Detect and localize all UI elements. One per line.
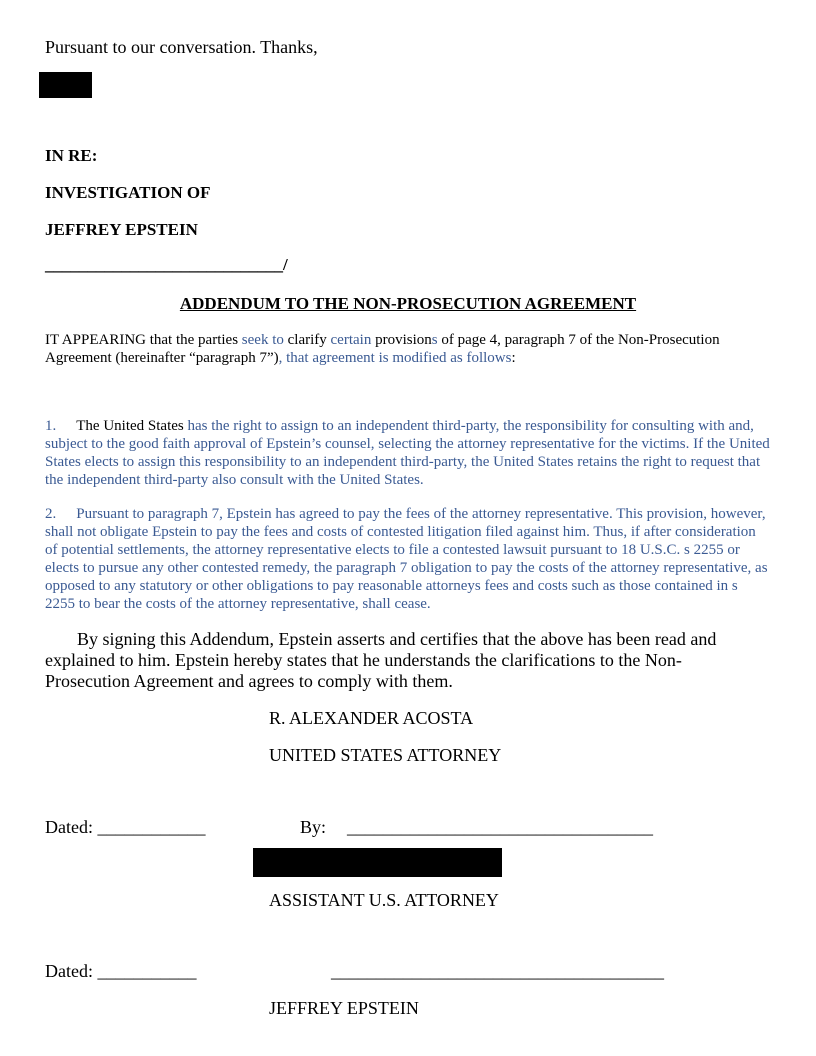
by-label: By: [300, 817, 327, 837]
intro-segment: clarify [283, 332, 331, 348]
intro-segment: IT APPEARING that the parties [45, 332, 242, 348]
clause-text: has the right to assign to an independent third-party, the responsibility for consulting with and, subject to the good faith approval of Epstein’s counsel, selecting the attorney representative for the victims. If the United States elects to assign this responsibility to an independent third-party, the United States retains the right to request that the independent third-party also consult with the United States. [45, 418, 770, 488]
clause-1 [45, 417, 770, 489]
intro-segment: of page 4, paragraph 7 of the Non-Prosecution Agreement (hereinafter “paragraph 7”) [45, 332, 720, 366]
caption-investigation: INVESTIGATION OF [45, 183, 211, 202]
intro-paragraph [45, 331, 770, 367]
dated-line-1: Dated: ____________ [45, 817, 206, 837]
document-title: ADDENDUM TO THE NON-PROSECUTION AGREEMENT [179, 294, 637, 313]
redaction-box [253, 848, 502, 877]
cover-note: Pursuant to our conversation. Thanks, [45, 37, 318, 57]
clause-number: 1. [45, 418, 57, 434]
clause-text: Pursuant to paragraph 7, Epstein has agreed to pay the fees of the attorney representative. This provision, however, shall not obligate Epstein to pay the fees and costs of contested litigation filed against him. Thus, if after consideration of potential settlements, the attorney representative elects to file a contested lawsuit pursuant to 18 U.S.C. s 2255 or elects to pursue any other contested remedy, the paragraph 7 obligation to pay the costs of the attorney representative, as opposed to any statutory or other obligations to pay reasonable attorneys fees and costs such as those contained in s 2255 to bear the costs of the attorney representative, shall cease. [45, 506, 768, 612]
signature-line-epstein: _____________________________________ [331, 961, 664, 981]
clause-2 [45, 505, 770, 613]
caption-rule: ____________________________/ [45, 255, 288, 274]
signatory-title: UNITED STATES ATTORNEY [269, 745, 502, 765]
ausa-title: ASSISTANT U.S. ATTORNEY [269, 890, 499, 910]
signatory-name: R. ALEXANDER ACOSTA [269, 708, 474, 728]
signature-line-ausa: __________________________________ [347, 817, 653, 837]
clause-number: 2. [45, 506, 57, 522]
intro-segment: provision [371, 332, 432, 348]
dated-line-2: Dated: ___________ [45, 961, 197, 981]
intro-segment-edit: , that agreement is modified as follows [278, 350, 512, 366]
epstein-name: JEFFREY EPSTEIN [269, 998, 419, 1018]
certification-paragraph: By signing this Addendum, Epstein asserts and certifies that the above has been read and explained to him. Epstein hereby states that he understands the clarifications to the Non-Prosecution Agreement and agrees to comply with them. [45, 629, 717, 691]
intro-segment-edit: seek to [241, 332, 284, 348]
caption-in-re: IN RE: [45, 146, 98, 165]
intro-segment: : [511, 350, 516, 366]
clause-lead: The United States [76, 418, 184, 434]
intro-segment-edit: s [431, 332, 438, 348]
intro-segment-edit: certain [330, 332, 372, 348]
caption-party-name: JEFFREY EPSTEIN [45, 220, 198, 239]
redaction-box [39, 72, 92, 98]
